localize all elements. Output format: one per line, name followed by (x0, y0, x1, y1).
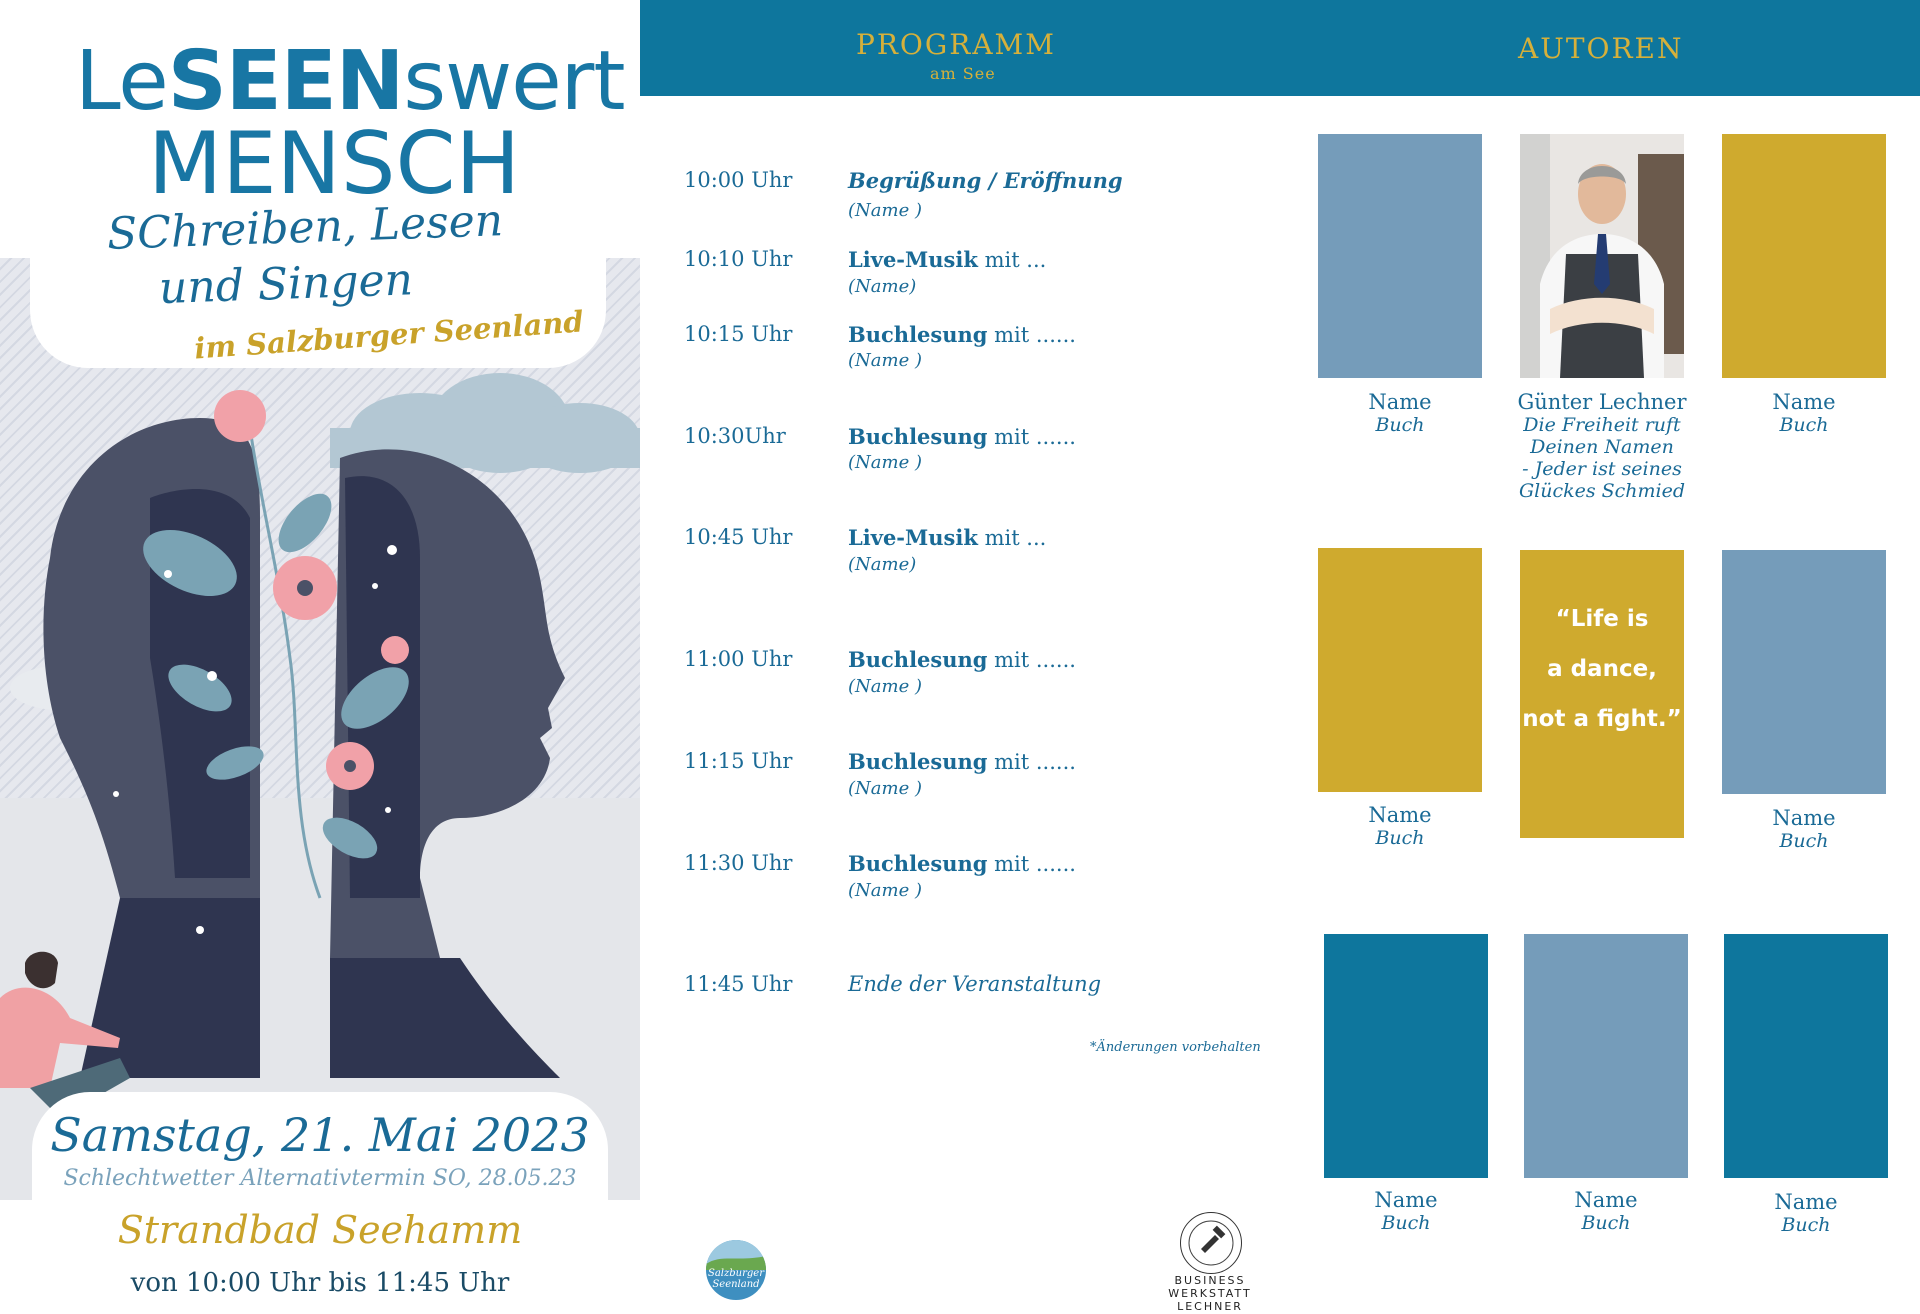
event-time-range: von 10:00 Uhr bis 11:45 Uhr (130, 1268, 510, 1298)
program-time: 10:00 Uhr (684, 168, 793, 192)
author-caption: Name Buch (1772, 806, 1836, 852)
author-caption: Name Buch (1772, 390, 1836, 436)
business-werkstatt-seal-icon (1180, 1212, 1242, 1274)
program-time: 11:00 Uhr (684, 647, 793, 671)
program-name: (Name ) (848, 676, 922, 697)
author-book-tile (1722, 550, 1886, 794)
author-photo (1520, 134, 1684, 378)
program-time: 10:30Uhr (684, 424, 786, 448)
business-werkstatt-label: BUSINESS WERKSTATT LECHNER (1168, 1274, 1252, 1313)
program-title: Live-Musik mit ... (848, 247, 1047, 272)
program-title: Buchlesung mit ...... (848, 749, 1076, 774)
heads-illustration (0, 258, 640, 1200)
event-location: Strandbad Seehamm (117, 1208, 523, 1252)
author-book-tile (1318, 134, 1482, 378)
program-title: Buchlesung mit ...... (848, 322, 1076, 347)
program-time: 11:30 Uhr (684, 851, 793, 875)
header-bar (640, 0, 1920, 96)
event-subtitle: SChreiben, Lesen und Singen (106, 195, 504, 315)
event-title: LeSEENswert (75, 34, 625, 129)
flyer-panel (0, 0, 640, 1314)
author-caption: Günter Lechner Die Freiheit ruft Deinen Namen - Jeder ist seines Glückes Schmied (1517, 390, 1687, 502)
program-name: (Name) (848, 276, 917, 297)
program-title: Buchlesung mit ...... (848, 424, 1076, 449)
program-title: Buchlesung mit ...... (848, 647, 1076, 672)
program-title: Buchlesung mit ...... (848, 851, 1076, 876)
program-name: (Name ) (848, 350, 922, 371)
program-time: 10:10 Uhr (684, 247, 793, 271)
author-book-tile (1724, 934, 1888, 1178)
author-caption: Name Buch (1368, 803, 1432, 849)
program-time: 10:15 Uhr (684, 322, 793, 346)
event-title-line2: MENSCH (148, 114, 521, 214)
author-book-tile (1318, 548, 1482, 792)
program-name: (Name ) (848, 452, 922, 473)
program-time: 11:15 Uhr (684, 749, 793, 773)
programm-subheading: am See (930, 64, 996, 83)
author-caption: Name Buch (1368, 390, 1432, 436)
changes-note: *Änderungen vorbehalten (1090, 1040, 1261, 1055)
program-time: 11:45 Uhr (684, 972, 793, 996)
program-name: (Name ) (848, 778, 922, 799)
program-time: 10:45 Uhr (684, 525, 793, 549)
alternative-date: Schlechtwetter Alternativtermin SO, 28.05.23 (63, 1166, 577, 1191)
autoren-heading: AUTOREN (1518, 32, 1684, 65)
quote-tile: “Life is a dance, not a fight.” (1520, 550, 1684, 838)
author-caption: Name Buch (1774, 1190, 1838, 1236)
program-title: Live-Musik mit ... (848, 525, 1047, 550)
author-caption: Name Buch (1374, 1188, 1438, 1234)
author-caption: Name Buch (1574, 1188, 1638, 1234)
event-region: im Salzburger Seenland (193, 304, 585, 366)
author-book-tile (1722, 134, 1886, 378)
salzburger-seenland-logo: Salzburger Seenland (706, 1240, 766, 1300)
program-name: (Name) (848, 554, 917, 575)
program-title: Ende der Veranstaltung (848, 972, 1102, 996)
program-name: (Name ) (848, 200, 922, 221)
event-date: Samstag, 21. Mai 2023 (50, 1108, 590, 1162)
author-book-tile (1324, 934, 1488, 1178)
programm-heading: PROGRAMM (856, 28, 1056, 61)
program-title: Begrüßung / Eröffnung (848, 168, 1123, 193)
author-book-tile (1524, 934, 1688, 1178)
program-name: (Name ) (848, 880, 922, 901)
